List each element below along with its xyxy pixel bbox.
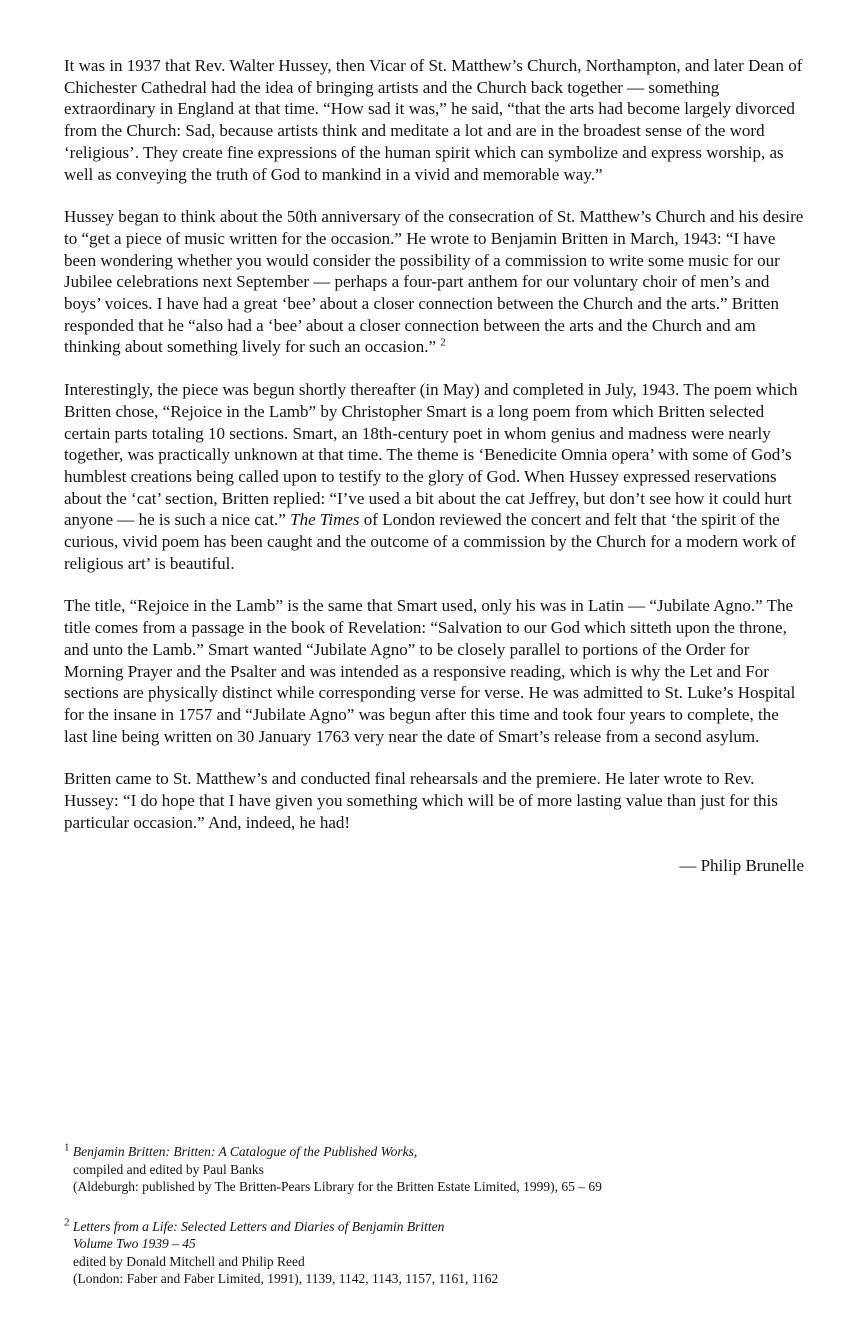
author-signature: — Philip Brunelle	[679, 855, 804, 875]
paragraph-3-italic-the-times: The Times	[290, 510, 360, 530]
footnotes-section	[64, 1143, 804, 1310]
article-body	[64, 55, 804, 897]
footnote-2-marker: 2	[64, 1216, 70, 1228]
footnote-2	[64, 1218, 804, 1288]
footnote-1-title: Benjamin Britten: Britten: A Catalogue of the Published Works,	[72, 1144, 418, 1159]
footnote-2-volume: Volume Two 1939 – 45	[73, 1236, 196, 1251]
footnote-1-title-line	[64, 1143, 804, 1161]
footnote-1-marker: 1	[64, 1141, 70, 1154]
paragraph-4	[64, 595, 804, 747]
paragraph-2-text: Hussey began to think about the 50th anniversary of the consecration of St. Matthew’s Church and his desire to “get a piece of music written for the occasion.” He wrote to Benjamin Britten in March, 1943: “I have been wondering whether you would consider the possibility of a commission to write some music for our Jubilee celebrations next September — perhaps a four-part anthem for our voluntary choir of men’s and boys’ voices. I have had a great ‘bee’ about a closer connection between the Church and the arts.” Britten responded that he “also had a ‘bee’ about a closer connection between the arts and the Church and am thinking about something lively for such an occasion.”	[64, 207, 804, 357]
footnote-2-line-4: (London: Faber and Faber Limited, 1991), 1139, 1142, 1143, 1157, 1161, 1162	[73, 1271, 499, 1286]
footnote-2-title-line-2	[64, 1235, 804, 1253]
footnote-2-line-3: edited by Donald Mitchell and Philip Reed	[73, 1253, 305, 1269]
footnote-1	[64, 1143, 804, 1196]
paragraph-5-text: Britten came to St. Matthew’s and conducted final rehearsals and the premiere. He later wrote to Rev. Hussey: “I do hope that I have given you something which will be of more lasting value than just for this particular occasion.” And, indeed, he had!	[64, 769, 778, 832]
paragraph-1-text: It was in 1937 that Rev. Walter Hussey, then Vicar of St. Matthew’s Church, Northampton, and later Dean of Chichester Cathedral had the idea of bringing artists and the Church back together — something extraordinary in England at that time. “How sad it was,” he said, “that the arts had become largely divorced from the Church: Sad, because artists think and meditate a lot and are in the broadest sense of the word ‘religious’. They create fine expressions of the human spirit which can symbolize and express worship, as well as conveying the truth of God to mankind in a vivid and memorable way.”	[64, 56, 803, 184]
footnote-2-title: Letters from a Life: Selected Letters and Diaries of Benjamin Britten	[72, 1218, 445, 1234]
paragraph-3-text-before: Interestingly, the piece was begun shortly thereafter (in May) and completed in July, 1943. The poem which Britten chose, “Rejoice in the Lamb” by Christopher Smart is a long poem from which Britten selected certain parts totaling 10 sections. Smart, an 18th-century poet in whom genius and madness were nearly together, was practically unknown at that time. The theme is ‘Benedicite Omnia opera’ with some of God’s humblest creations being called upon to testify to the glory of God. When Hussey expressed reservations about the ‘cat’ section, Britten replied: “I’ve used a bit about the cat Jeffrey, but don’t see how it could hurt anyone — he is such a nice cat.”	[64, 380, 798, 530]
paragraph-3	[64, 379, 804, 574]
paragraph-3-text-after: of London reviewed the concert and felt that ‘the spirit of the curious, vivid poem has been caught and the outcome of a commission by the Church for a modern work of religious art’ is beautiful.	[64, 510, 796, 573]
paragraph-5	[64, 768, 804, 833]
footnote-ref-2: 2	[440, 336, 446, 349]
footnote-1-line-2: compiled and edited by Paul Banks	[73, 1161, 264, 1177]
footnote-2-title-line	[64, 1218, 804, 1236]
paragraph-4-text: The title, “Rejoice in the Lamb” is the same that Smart used, only his was in Latin — “Jubilate Agno.” The title comes from a passage in the book of Revelation: “Salvation to our God which sitteth upon the throne, and unto the Lamb.” Smart wanted “Jubilate Agno” to be closely parallel to portions of the Order for Morning Prayer and the Psalter and was intended as a responsive reading, which is why the Let and For sections are physically distinct while corresponding verse for verse. He was admitted to St. Luke’s Hospital for the insane in 1757 and “Jubilate Agno” was begun after this time and took four years to complete, the last line being written on 30 January 1763 very near the date of Smart’s release from a second asylum.	[64, 596, 796, 746]
footnote-1-line-3: (Aldeburgh: published by The Britten-Pears Library for the Britten Estate Limited, 1999), 65 – 69	[73, 1179, 602, 1194]
paragraph-2	[64, 206, 804, 358]
paragraph-1	[64, 55, 804, 185]
